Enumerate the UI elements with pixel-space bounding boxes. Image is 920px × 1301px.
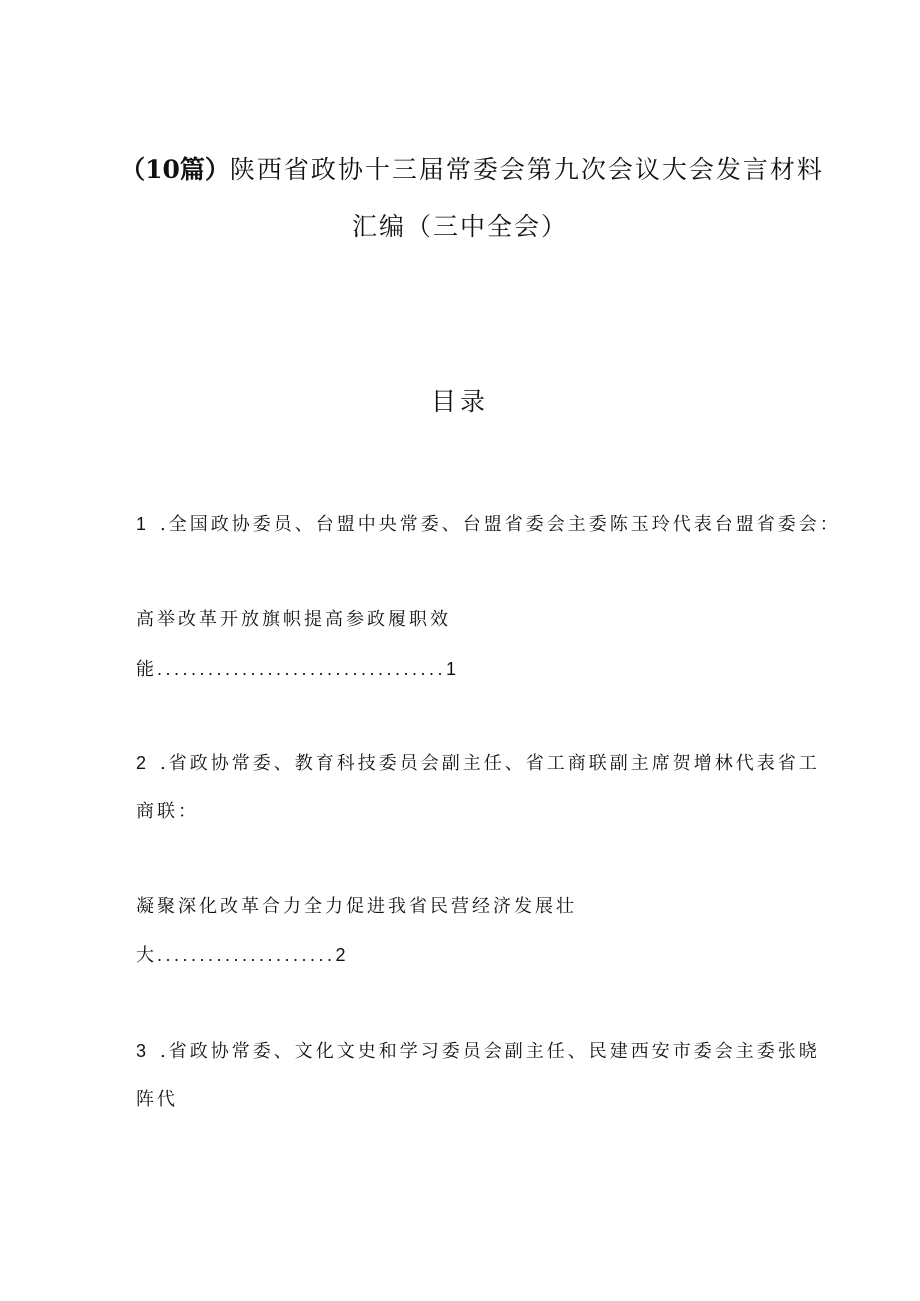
document-title-line-2: 汇编（三中全会）	[351, 212, 568, 241]
toc-entry-1-speaker-line-1	[136, 510, 841, 536]
toc-entry-2-topic-line-1: 凝聚深化改革合力全力促进我省民营经济发展壮	[136, 896, 577, 917]
toc-entry-2-speaker: .省政协常委、教育科技委员会副主任、省工商联副主席贺增林代表省工	[160, 753, 820, 774]
toc-entry-2-page-number: 2	[335, 945, 346, 965]
toc-entry-1-topic-line-1: 高举改革开放旗帜提高参政履职效	[136, 609, 451, 630]
toc-entry-1-number: 1	[136, 514, 147, 534]
toc-entry-1-speaker: .全国政协委员、台盟中央常委、台盟省委会主委陈玉玲代表台盟省委会：	[160, 514, 841, 535]
toc-entry-3-speaker: .省政协常委、文化文史和学习委员会副主任、民建西安市委会主委张晓	[160, 1041, 820, 1062]
title-text: 陕西省政协十三届常委会第九次会议大会发言材料	[229, 155, 824, 184]
toc-entry-3-speaker-line-1	[136, 1037, 820, 1063]
toc-entry-3-number: 3	[136, 1041, 147, 1061]
title-prefix: （10篇）	[120, 155, 230, 184]
toc-entry-2-number: 2	[136, 753, 147, 773]
toc-entry-2-topic-last-char: 大	[136, 945, 157, 966]
toc-entry-2-topic-line-2	[136, 941, 346, 967]
toc-entry-1-page-number: 1	[446, 659, 457, 679]
toc-entry-1-topic-last-char: 能	[136, 659, 157, 680]
toc-entry-2-leader-dots: .....................	[157, 945, 336, 965]
toc-heading: 目录	[430, 387, 489, 416]
toc-entry-1-topic-line-2	[136, 655, 456, 681]
toc-entry-2-speaker-line-1	[136, 749, 820, 775]
toc-entry-2-speaker-line-2: 商联：	[136, 801, 199, 822]
toc-entry-3-speaker-line-2: 阵代	[136, 1089, 178, 1110]
toc-entry-1-leader-dots: ..................................	[157, 659, 447, 679]
document-title-line-1	[12, 150, 920, 186]
